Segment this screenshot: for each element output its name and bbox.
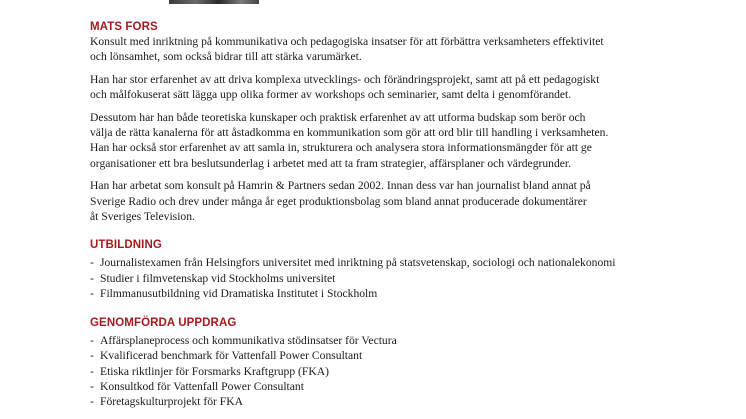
- list-item: - Etiska riktlinjer för Forsmarks Kraftgrupp (FKA): [90, 364, 329, 378]
- bio-paragraph-2: Han har stor erfarenhet av att driva komplexa utvecklings- och förändringsprojekt, samt att på ett pedagogiskt och målfokuserat sätt lägga upp olika former av workshops och seminarier, samt delta i genomförandet.: [90, 72, 600, 102]
- bullet-dash: -: [90, 271, 94, 285]
- list-item: - Konsultkod för Vattenfall Power Consultant: [90, 379, 304, 393]
- portrait-photo: [169, 0, 259, 4]
- list-item: - Journalistexamen från Helsingfors universitet med inriktning på statsvetenskap, sociologi och nationalekonomi: [90, 256, 616, 270]
- bio-paragraph-1: Konsult med inriktning på kommunikativa och pedagogiska insatser för att förbättra verksamheters effektivitet och lönsamhet, som också bidrar till att stärka varumärket.: [90, 35, 604, 64]
- list-item: - Studier i filmvetenskap vid Stockholms universitet: [90, 271, 336, 285]
- assignments-heading: GENOMFÖRDA UPPDRAG: [90, 316, 237, 329]
- bullet-dash: -: [90, 364, 94, 378]
- bullet-dash: -: [90, 349, 94, 363]
- bullet-dash: -: [90, 256, 94, 270]
- person-name-heading: MATS FORS: [90, 21, 158, 33]
- bio-paragraph-3: Dessutom har han både teoretiska kunskaper och praktisk erfarenhet av att utforma budskap som berör och välja de rätta kanalerna för att åstadkomma en kommunikation som gör att ord blir till handling i verksamheten. Han har också stor erfarenhet av att samla in, strukturera och analysera stora informationsmängder för att ge organisationer ett bra beslutsunderlag i arbetet med att ta fram strategier, affärsplaner och värdegrunder.: [90, 110, 609, 170]
- bullet-dash: -: [90, 287, 94, 301]
- list-item: - Kvalificerad benchmark för Vattenfall Power Consultant: [90, 349, 363, 363]
- education-list: [90, 255, 730, 301]
- cv-content: [90, 20, 730, 410]
- list-item: - Företagskulturprojekt för FKA: [90, 395, 243, 409]
- assignments-list: [90, 333, 730, 410]
- list-item: - Affärsplaneprocess och kommunikativa stödinsatser för Vectura: [90, 333, 397, 347]
- list-item: - Filmmanusutbildning vid Dramatiska Institutet i Stockholm: [90, 287, 378, 301]
- education-heading: UTBILDNING: [90, 239, 162, 252]
- bullet-dash: -: [90, 395, 94, 409]
- bullet-dash: -: [90, 333, 94, 347]
- bullet-dash: -: [90, 379, 94, 393]
- bio-paragraph-4: Han har arbetat som konsult på Hamrin & Partners sedan 2002. Innan dess var han journalist bland annat på Sverige Radio och drev under många år eget produktionsbolag som bland annat producerade dokumentärer åt Sveriges Television.: [90, 179, 591, 224]
